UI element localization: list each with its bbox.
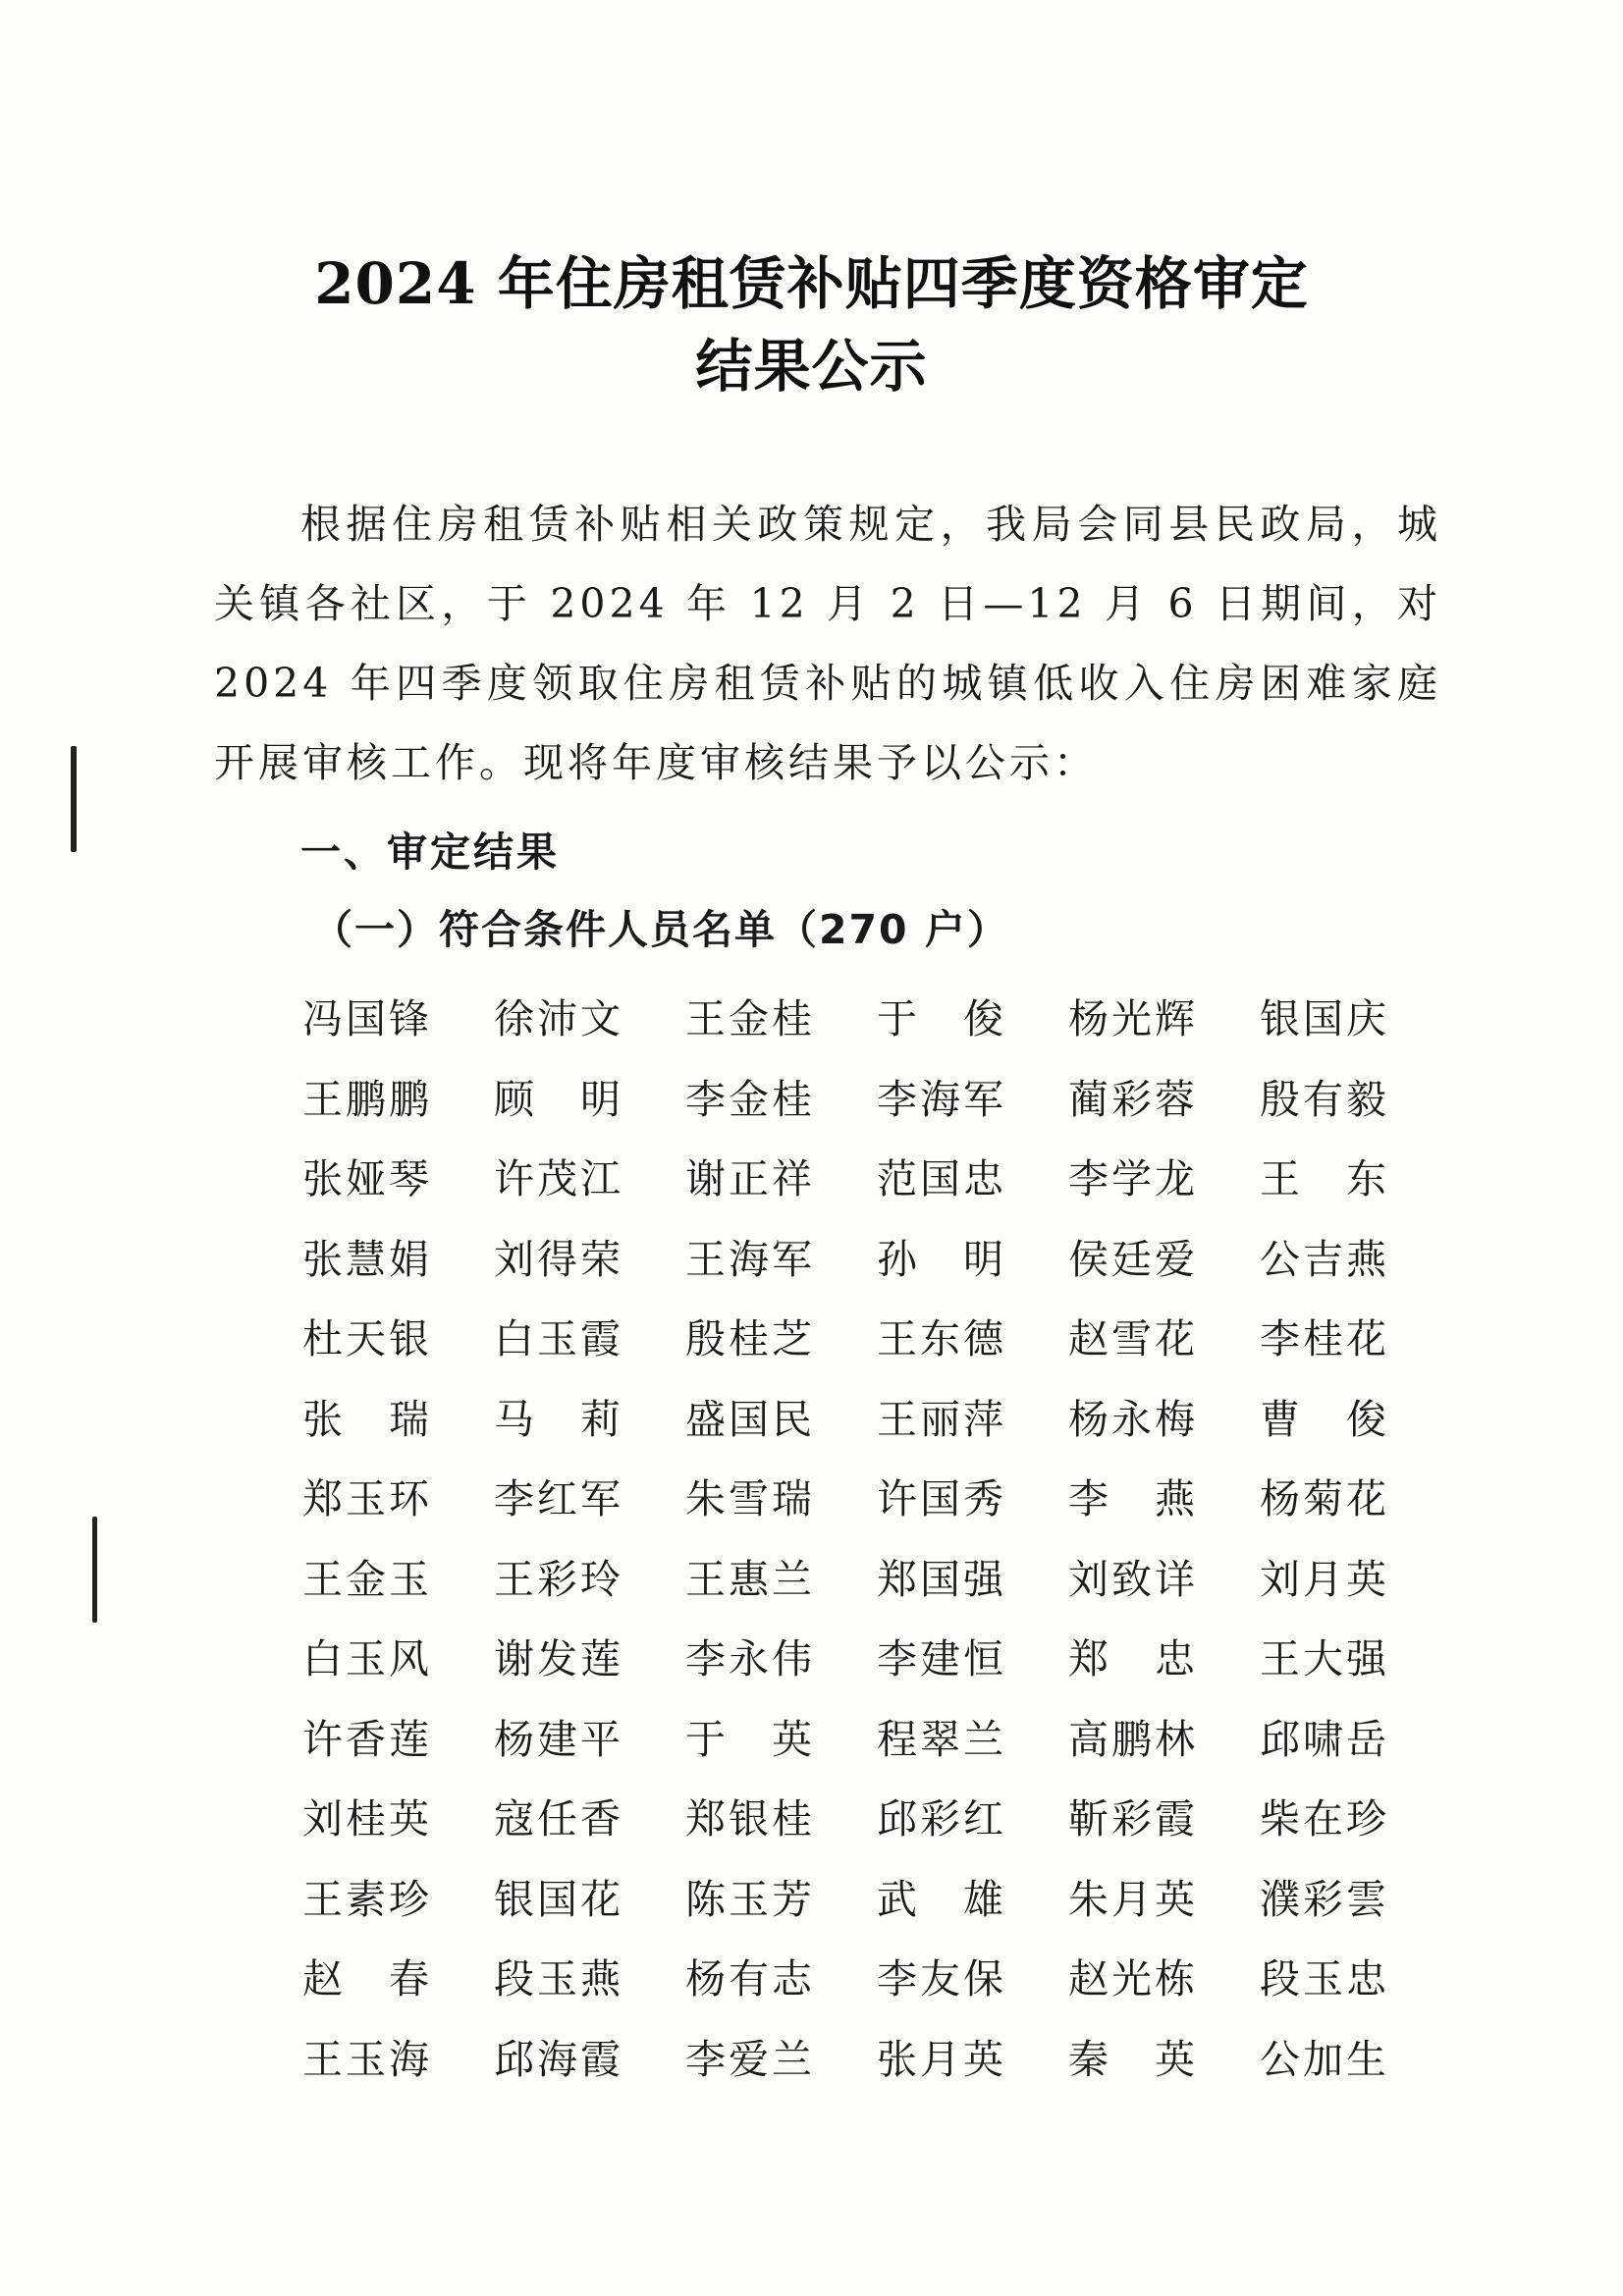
name-entry: 朱月英 (1068, 1875, 1198, 1923)
name-row (302, 1856, 1451, 1937)
name-entry: 靳彩霞 (1068, 1795, 1198, 1843)
name-entry: 李永伟 (685, 1635, 815, 1683)
name-row (302, 976, 1451, 1056)
name-entry: 邱海霞 (494, 2035, 623, 2083)
name-entry: 李爱兰 (685, 2035, 815, 2083)
name-entry: 张月英 (877, 2035, 1006, 2083)
name-entry: 马 莉 (494, 1395, 623, 1443)
name-entry: 武 雄 (877, 1875, 1006, 1923)
name-entry: 杨有志 (685, 1955, 815, 2003)
name-entry: 朱雪瑞 (685, 1475, 815, 1523)
name-entry: 李红军 (494, 1475, 623, 1523)
name-entry: 银国庆 (1260, 995, 1389, 1043)
name-entry: 郑国强 (877, 1555, 1006, 1603)
name-entry: 杨光辉 (1068, 995, 1198, 1043)
name-entry: 杨菊花 (1260, 1475, 1389, 1523)
name-entry: 刘桂英 (302, 1795, 432, 1843)
name-entry: 王鹏鹏 (302, 1075, 432, 1123)
name-entry: 王大强 (1260, 1635, 1389, 1683)
name-row (302, 1936, 1451, 2016)
name-entry: 王海军 (685, 1235, 815, 1283)
name-row (302, 1216, 1451, 1297)
name-entry: 张 瑞 (302, 1395, 432, 1443)
name-entry: 刘月英 (1260, 1555, 1389, 1603)
name-entry: 濮彩雲 (1260, 1875, 1389, 1923)
section-heading: 一、审定结果 (300, 828, 560, 876)
name-entry: 殷桂芝 (685, 1315, 815, 1363)
name-entry: 王惠兰 (685, 1555, 815, 1603)
name-entry: 范国忠 (877, 1155, 1006, 1203)
name-entry: 孙 明 (877, 1235, 1006, 1283)
name-entry: 邱啸岳 (1260, 1715, 1389, 1763)
name-entry: 许香莲 (302, 1715, 432, 1763)
name-entry: 王东德 (877, 1315, 1006, 1363)
name-entry: 段玉燕 (494, 1955, 623, 2003)
name-entry: 陈玉芳 (685, 1875, 815, 1923)
name-row (302, 1296, 1451, 1376)
name-entry: 于 俊 (877, 995, 1006, 1043)
name-entry: 郑银桂 (685, 1795, 815, 1843)
name-entry: 李友保 (877, 1955, 1006, 2003)
name-entry: 王金桂 (685, 995, 815, 1043)
name-entry: 银国花 (494, 1875, 623, 1923)
name-entry: 王素珍 (302, 1875, 432, 1923)
name-entry: 蔺彩蓉 (1068, 1075, 1198, 1123)
name-entry: 公吉燕 (1260, 1235, 1389, 1283)
name-entry: 程翠兰 (877, 1715, 1006, 1763)
name-entry: 高鹏林 (1068, 1715, 1198, 1763)
name-entry: 王 东 (1260, 1155, 1389, 1203)
name-entry: 段玉忠 (1260, 1955, 1389, 2003)
name-entry: 郑 忠 (1068, 1635, 1198, 1683)
name-entry: 冯国锋 (302, 995, 432, 1043)
scan-binding-mark (71, 746, 77, 852)
name-entry: 于 英 (685, 1715, 815, 1763)
name-entry: 侯廷爱 (1068, 1235, 1198, 1283)
eligible-names-list (302, 976, 1451, 2096)
name-entry: 张慧娟 (302, 1235, 432, 1283)
name-row (302, 1136, 1451, 1216)
name-entry: 王金玉 (302, 1555, 432, 1603)
name-entry: 白玉风 (302, 1635, 432, 1683)
name-entry: 许茂江 (494, 1155, 623, 1203)
name-entry: 杨永梅 (1068, 1395, 1198, 1443)
name-entry: 王丽萍 (877, 1395, 1006, 1443)
name-row (302, 1376, 1451, 1457)
document-title-line-1: 2024 年住房租赁补贴四季度资格审定 (314, 250, 1309, 317)
name-entry: 李 燕 (1068, 1475, 1198, 1523)
name-entry: 赵 春 (302, 1955, 432, 2003)
name-entry: 李学龙 (1068, 1155, 1198, 1203)
name-entry: 谢发莲 (494, 1635, 623, 1683)
name-row (302, 1536, 1451, 1617)
name-entry: 寇任香 (494, 1795, 623, 1843)
name-row (302, 1776, 1451, 1856)
name-entry: 顾 明 (494, 1075, 623, 1123)
name-row (302, 1696, 1451, 1777)
name-row (302, 1616, 1451, 1696)
name-entry: 刘致详 (1068, 1555, 1198, 1603)
name-entry: 徐沛文 (494, 995, 623, 1043)
name-entry: 公加生 (1260, 2035, 1389, 2083)
intro-paragraph: 根据住房租赁补贴相关政策规定，我局会同县民政局，城关镇各社区，于 2024 年 12 月 2 日—12 月 6 日期间，对 2024 年四季度领取住房租赁补贴的城镇低收入住房困难家庭开展审核工作。现将年度审核结果予以公示： (214, 501, 1441, 786)
name-row (302, 2016, 1451, 2097)
name-entry: 柴在珍 (1260, 1795, 1389, 1843)
name-entry: 郑玉环 (302, 1475, 432, 1523)
name-entry: 杨建平 (494, 1715, 623, 1763)
name-entry: 刘得荣 (494, 1235, 623, 1283)
section-subheading: （一）符合条件人员名单（270 户） (312, 906, 1009, 953)
name-entry: 杜天银 (302, 1315, 432, 1363)
name-entry: 张娅琴 (302, 1155, 432, 1203)
name-entry: 李海军 (877, 1075, 1006, 1123)
name-entry: 李桂花 (1260, 1315, 1389, 1363)
name-entry: 赵光栋 (1068, 1955, 1198, 2003)
name-entry: 曹 俊 (1260, 1395, 1389, 1443)
name-entry: 赵雪花 (1068, 1315, 1198, 1363)
name-entry: 李建恒 (877, 1635, 1006, 1683)
name-entry: 许国秀 (877, 1475, 1006, 1523)
name-entry: 王玉海 (302, 2035, 432, 2083)
name-entry: 王彩玲 (494, 1555, 623, 1603)
name-entry: 白玉霞 (494, 1315, 623, 1363)
name-entry: 李金桂 (685, 1075, 815, 1123)
name-entry: 邱彩红 (877, 1795, 1006, 1843)
scan-binding-mark (92, 1517, 97, 1623)
name-entry: 盛国民 (685, 1395, 815, 1443)
name-row (302, 1456, 1451, 1536)
name-entry: 殷有毅 (1260, 1075, 1389, 1123)
name-entry: 秦 英 (1068, 2035, 1198, 2083)
name-entry: 谢正祥 (685, 1155, 815, 1203)
document-title-line-2: 结果公示 (695, 333, 928, 400)
name-row (302, 1056, 1451, 1137)
